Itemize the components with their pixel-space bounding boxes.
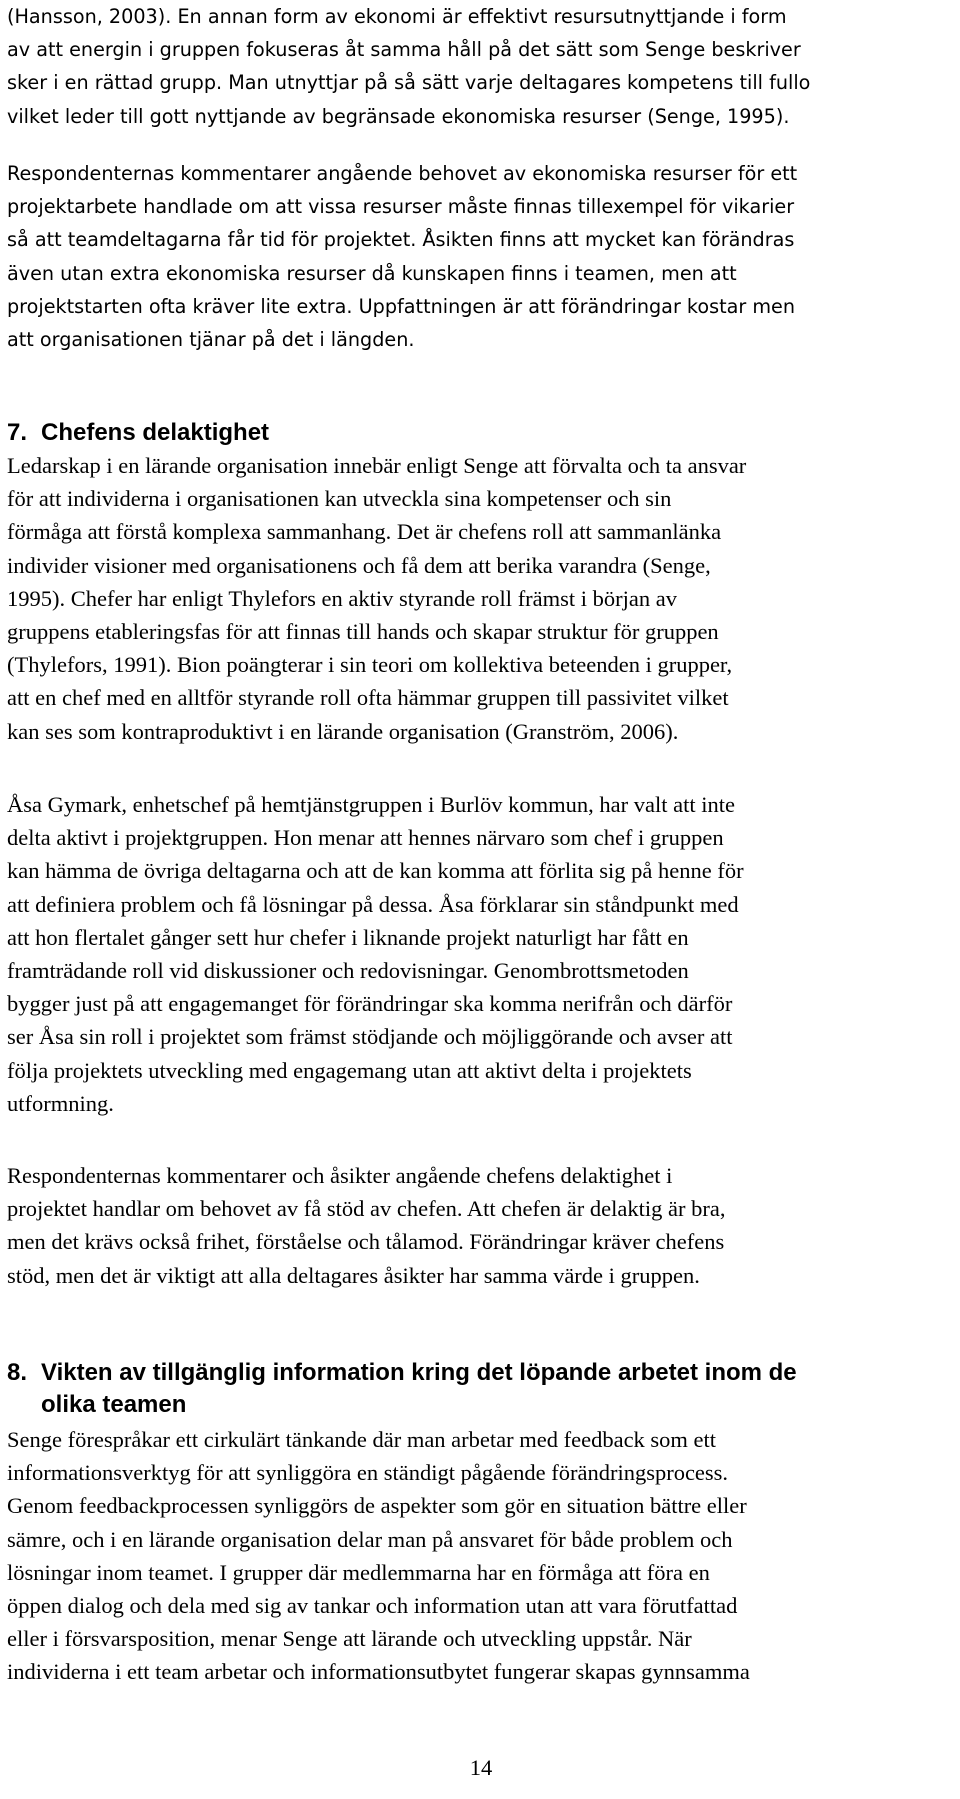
section-7-title: Chefens delaktighet (41, 419, 270, 446)
paragraph-respondents-resources: Respondenternas kommentarer angående behovet av ekonomiska resurser för ett projektarbete handlade om att vissa resurser måste finnas tillexempel för vikarier så att teamdeltagarna får tid för projektet. Åsikten finns att mycket kan förändras även utan extra ekonomiska resurser då kunskapen finns i teamen, men att projektstarten ofta kräver lite extra. Uppfattningen är att förändringar kostar men att organisationen tjänar på det i längden. (7, 162, 798, 352)
paragraph-asa-gymark: Åsa Gymark, enhetschef på hemtjänstgruppen i Burlöv kommun, har valt att inte delta aktivt i projektgruppen. Hon menar att hennes närvaro som chef i gruppen kan hämma de övriga deltagarna och att de kan komma att förlita sig på henne för att definiera problem och få lösningar på dessa. Åsa förklarar sin ståndpunkt med att hon flertalet gånger sett hur chefer i liknande projekt naturligt har fått en framträdande roll vid diskussioner och redovisningar. Genombrottsmetoden bygger just på att engagemanget för förändringar ska komma nerifrån och därför ser Åsa sin roll i projektet som främst stödjande och möjliggörande och avser att följa projektets utveckling med engagemang utan att aktivt delta i projektets utformning. (7, 792, 744, 1116)
page-number: 14 (469, 1755, 493, 1780)
section-7-number: 7. (7, 419, 28, 446)
section-8-heading (7, 1357, 797, 1421)
paragraph-leadership-theory: Ledarskap i en lärande organisation innebär enligt Senge att förvalta och ta ansvar för att individerna i organisationen kan utveckla sina kompetenser och sin förmåga att förstå komplexa sammanhang. Det är chefens roll att sammanlänka individer visioner med organisationens och få dem att berika varandra (Senge, 1995). Chefer har enligt Thylefors en aktiv styrande roll främst i början av gruppens etableringsfas för att finnas till hands och skapar struktur för gruppen (Thylefors, 1991). Bion poängterar i sin teori om kollektiva beteenden i grupper, att en chef med en alltför styrande roll ofta hämmar gruppen till passivitet vilket kan ses som kontraproduktivt i en lärande organisation (Granström, 2006). (7, 453, 747, 744)
paragraph-senge-feedback: Senge förespråkar ett cirkulärt tänkande där man arbetar med feedback som ett informationsverktyg för att synliggöra en ständigt pågående förändringsprocess. Genom feedbackprocessen synliggörs de aspekter som gör en situation bättre eller sämre, och i en lärande organisation delar man på ansvaret för både problem och lösningar inom teamet. I grupper där medlemmarna har en förmåga att föra en öppen dialog och dela med sig av tankar och information utan att vara förutfattad eller i försvarsposition, menar Senge att lärande och utveckling uppstår. När individerna i ett team arbetar och informationsutbytet fungerar skapas gynnsamma (7, 1427, 750, 1685)
section-8-number: 8. (7, 1359, 28, 1386)
section-8-title: Vikten av tillgänglig information kring det löpande arbetet inom de olika teamen (41, 1359, 797, 1418)
paragraph-respondents-manager: Respondenternas kommentarer och åsikter angående chefens delaktighet i projektet handlar om behovet av få stöd av chefen. Att chefen är delaktig är bra, men det krävs också frihet, förståelse och tålamod. Förändringar kräver chefens stöd, men det är viktigt att alla deltagares åsikter har samma värde i gruppen. (7, 1163, 726, 1288)
paragraph-hansson-resource-use: (Hansson, 2003). En annan form av ekonomi är effektivt resursutnyttjande i form av att energin i gruppen fokuseras åt samma håll på det sätt som Senge beskriver sker i en rättad grupp. Man utnyttjar på så sätt varje deltagares kompetens till fullo vilket leder till gott nyttjande av begränsade ekonomiska resurser (Senge, 1995). (7, 5, 811, 128)
section-7-heading (7, 417, 269, 449)
